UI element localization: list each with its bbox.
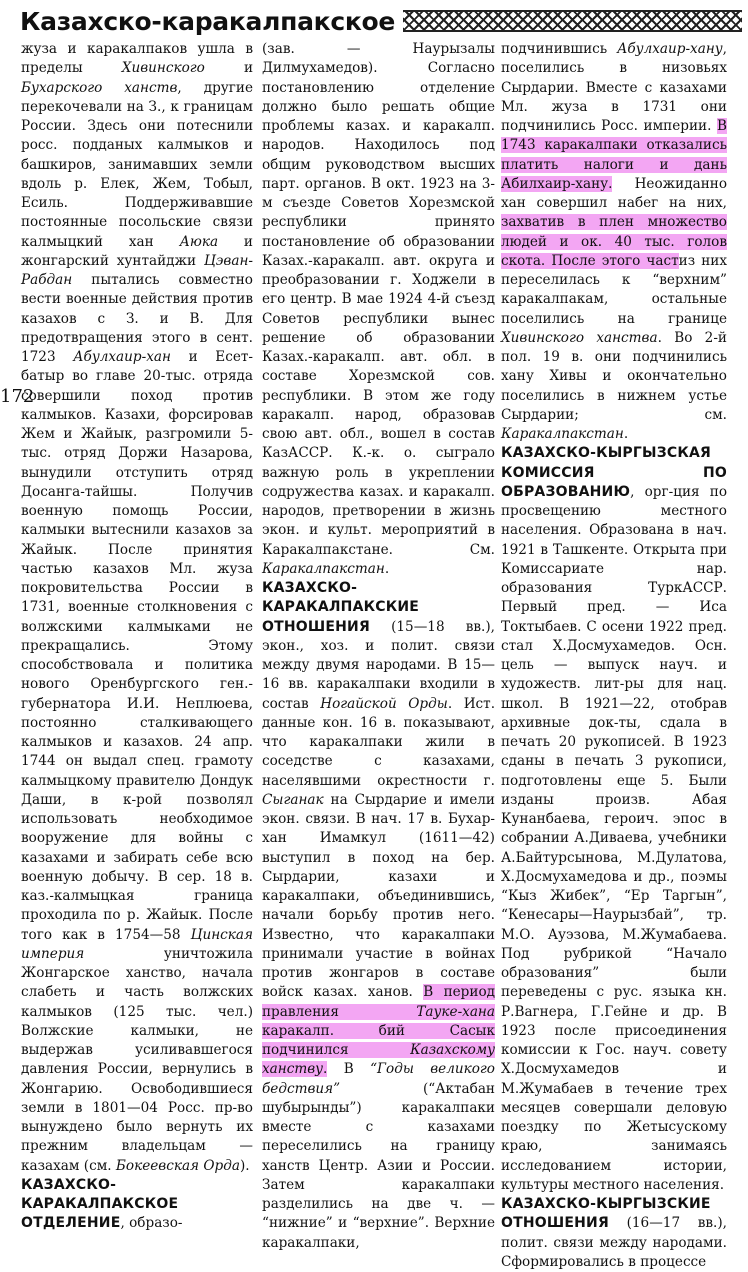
page-number: 172 bbox=[0, 386, 35, 407]
cross-ref[interactable]: Казахскому ханству bbox=[262, 1042, 495, 1078]
column-1 bbox=[21, 40, 253, 1232]
cross-ref[interactable]: Абулхаир-хану bbox=[617, 41, 723, 57]
person-name: Цэван-Рабдан bbox=[21, 252, 253, 288]
cross-ref[interactable]: Сыганак bbox=[262, 791, 324, 808]
article-text: (зав. — Наурызалы Дилмухамедов). Согласно постановлению отделение должно было решать общие проблемы казах. и каракалп. народов. Находилось под общим руководством высших парт. органов. В окт. 1923 на 3-м съезде Советов Хорезмской республики принято постановление об образовании Казах.-каракалп. авт. округа и преобразовании г. Ходжели в его центр. В мае 1924 4-й съезд Советов республики вынес решение об образовании Казах.-каракалп. авт. обл. в составе Хорезмской сов. республики. В этом же году каракалп. народ, образовав свою авт. обл., вошел в состав КазАССР. К.-к. о. сыграло важную роль в укреплении содружества казах. и каракалп. народов, претворении в жизнь экон. и культ. мероприятий в Каракалпакстане. См. Каракалпакстан. bbox=[262, 41, 495, 577]
article-text: жуза и каракалпаков ушла в пределы Хивинского и Бухарского ханств, другие перекочевали на З., к границам России. Здесь они потеснили росс. подданых калмыков и башкиров, занимавших земли вдоль р. Елек, Жем, Тобыл, Есиль. Поддерживавшие постоянные посольские связи калмыцкий хан Аюка и жонгарский хунтайджи Цэван-Рабдан пытались совместно вести военные действия против казахов с З. и В. Для предотвращения этого в сент. 1723 Абулхаир-хан и Есет-батыр во главе 20-тыс. отряда совершили поход против калмыков. Казахи, форсировав Жем и Жайык, разгромили 5-тыс. отряд Доржи Назарова, вынудили отступить отряд Досанга-тайшы. Получив военную помощь России, калмыки вытеснили казахов за Жайык. После принятия частью казахов Мл. жуза покровительства России в 1731, военные столкновения с волжскими калмыками не прекращались. Этому способствовала и политика нового Оренбургского ген.-губернатора И.И. Неплюева, постоянно сталкивающего калмыков и казахов. 24 апр. 1744 он выдал спец. грамоту калмыцкому правителю Дондук Даши, в к-рой позволял использовать необходимое вооружение для войны с казахами и забирать себе всю военную добычу. В сер. 18 в. каз.-калмыцкая граница проходила по р. Жайык. После того как в 1754—58 Цинская империя уничтожила Жонгарское ханство, начала слабеть и часть волжских калмыков (125 тыс. чел.) Волжские калмыки, не выдержав усиливавшегося давления России, вернулись в Жонгарию. Освободившиеся земли в 1801—04 Росс. пр-во вынуждено было вернуть их прежним владельцам — казахам (см. Бокеевская Орда). bbox=[21, 41, 253, 1174]
cross-ref[interactable]: Ногайской Орды bbox=[320, 695, 448, 712]
cross-ref[interactable]: Хивинского ханства bbox=[501, 329, 658, 346]
headword: КАЗАХСКО-КЫРГЫЗСКАЯ КОМИССИЯ ПО ОБРАЗОВАНИЮ bbox=[501, 445, 727, 500]
cross-ref[interactable]: Хивинского bbox=[121, 60, 205, 77]
highlight: В период правления Тауке-хана каракалп. бий Сасык подчинился Казахскому ханству. bbox=[262, 984, 495, 1078]
person-name: Аюка bbox=[179, 233, 219, 250]
running-title: Казахско-каракалпакское bbox=[20, 6, 396, 36]
article-entry: КАЗАХСКО-КЫРГЫЗСКАЯ КОМИССИЯ ПО ОБРАЗОВАНИЮ, орг-ция по просвещению местного населения. Образована в нач. 1921 в Ташкенте. Открыта при Комиссариате нар. образования ТуркАССР. Первый пред. — Иса Токтыбаев. С осени 1922 пред. стал Х.Досмухамедов. Осн. цель — выпуск науч. и художеств. лит-ры для нац. школ. В 1921—22, отобрав архивные док-ты, сдала в печать 20 рукописей. В 1923 сданы в печать 3 рукописи, подготовлены еще 5. Были изданы произв. Абая Кунанбаева, героич. эпос в собрании А.Диваева, учебники А.Байтурсынова, М.Дулатова, Х.Досмухамедова и др., поэмы “Кыз Жибек”, “Ер Таргын”, “Кенесары—Наурызбай”, тр. М.О. Ауэзова, М.Жумабаева. Под рубрикой “Начало образования” были переведены с рус. языка кн. Р.Вагнера, Г.Гейне и др. В 1923 после присоединения комиссии к Гос. науч. совету Х.Досмухамедов и М.Жумабаев в течение трех месяцев совершали деловую поездку по Жетысускому краю, занимаясь исследованием истории, культуры местного населения. bbox=[501, 445, 727, 1193]
ornament-border bbox=[403, 10, 742, 32]
headword: КАЗАХСКО-КЫРГЫЗСКИЕ ОТНОШЕНИЯ bbox=[501, 1196, 711, 1232]
page-header bbox=[20, 4, 742, 38]
article-entry: КАЗАХСКО-КАРАКАЛПАКСКИЕ ОТНОШЕНИЯ (15—18 вв.), экон., хоз. и полит. связи между двумя народами. В 15—16 вв. каракалпаки входили в состав Ногайской Орды. Ист. данные кон. 16 в. показывают, что каракалпаки жили в соседстве с казахами, населявшими окрестности г. Сыганак на Сырдарие и имели экон. связи. В нач. 17 в. Бухар-хан Имамкул (1611—42) выступил в поход на бер. Сырдарии, казахи и каракалпаки, объединившись, начали борьбу против него. Известно, что каракалпаки принимали участие в войнах против жонгаров в составе войск казах. ханов. В период правления Тауке-хана каракалп. бий Сасык подчинился Казахскому ханству. В “Годы великого бедствия” (“Актабан шубырынды”) каракалпаки вместе с казахами переселились на границу ханств Центр. Азии и России. Затем каракалпаки разделились на две ч. — “нижние” и “верхние”. Верхние каракалпаки, bbox=[262, 580, 496, 1251]
cross-ref[interactable]: Цинская империя bbox=[21, 926, 253, 962]
headword: КАЗАХСКО-КАРАКАЛПАКСКОЕ ОТДЕЛЕНИЕ bbox=[21, 1176, 179, 1232]
highlight: В 1743 каракалпаки отказались платить налоги и дань Абилхаир-хану. bbox=[501, 118, 727, 192]
cross-ref[interactable]: Бокеевская Орда bbox=[115, 1157, 240, 1174]
cross-ref[interactable]: Каракалпакстан bbox=[501, 426, 624, 442]
cross-ref[interactable]: Бухарского ханств bbox=[21, 79, 178, 96]
cross-ref[interactable]: Абулхаир-хан bbox=[73, 349, 171, 365]
column-2 bbox=[262, 40, 496, 1251]
article-text: подчинившись Абулхаир-хану, поселились в низовьях Сырдарии. Вместе с казахами Мл. жуза в 1731 они подчинились Росс. империи. В 1743 каракалпаки отказались платить налоги и дань Абилхаир-хану. Неожиданно хан совершил набег на них, захватив в плен множество людей и ок. 40 тыс. голов скота. После этого частиз них переселилась к “верхним” каракалпакам, остальные поселились на границе Хивинского ханства. Во 2-й пол. 19 в. они подчинились хану Хивы и окончательно поселились в нижнем устье Сырдарии; см. Каракалпакстан. bbox=[501, 41, 727, 442]
cross-ref[interactable]: Тауке-хана bbox=[416, 1003, 495, 1020]
article-entry: КАЗАХСКО-КЫРГЫЗСКИЕ ОТНОШЕНИЯ (16—17 вв.), полит. связи между народами. Сформировались в процессе bbox=[501, 1196, 727, 1270]
headword: КАЗАХСКО-КАРАКАЛПАКСКИЕ ОТНОШЕНИЯ bbox=[262, 580, 420, 635]
article-entry: КАЗАХСКО-КАРАКАЛПАКСКОЕ ОТДЕЛЕНИЕ, образо- bbox=[21, 1176, 183, 1232]
column-3 bbox=[501, 40, 727, 1270]
highlight: захватив в плен множество людей и ок. 40 тыс. голов скота. После этого част bbox=[501, 214, 727, 269]
cross-ref[interactable]: Каракалпакстан bbox=[262, 560, 385, 577]
cross-ref[interactable]: “Годы великого бедствия” bbox=[262, 1061, 495, 1097]
